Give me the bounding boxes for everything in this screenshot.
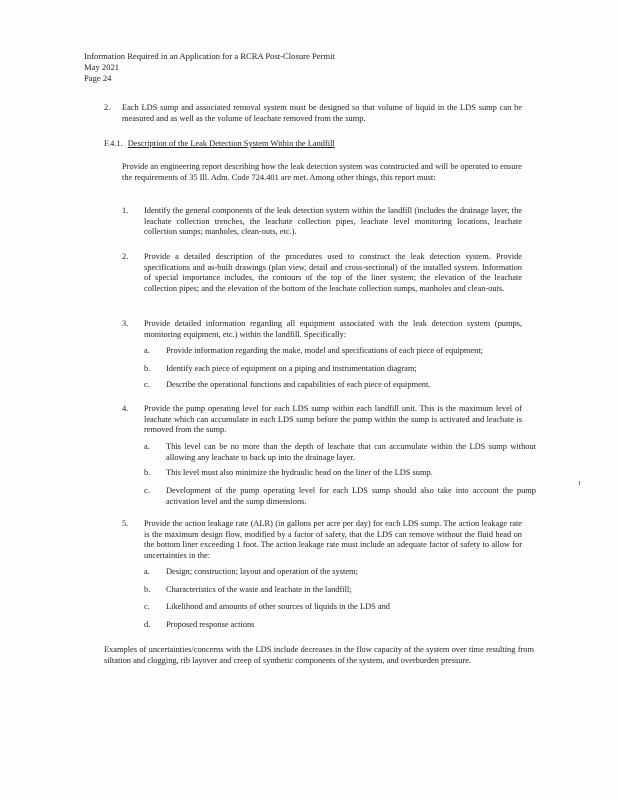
- page-header: [84, 51, 335, 85]
- sub-item-text: Identify each piece of equipment on a piping and instrumentation diagram;: [166, 364, 417, 373]
- item-text: Provide detailed information regarding all equipment associated with the leak detection system (pumps, monitoring equipment, etc.) within the landfill. Specifically:: [144, 319, 522, 339]
- sub-item: [144, 620, 524, 631]
- section-intro: Provide an engineering report describing how the leak detection system was constructed and will be operated to ensure the requirements of 35 Ill. Adm. Code 724.401 are met. Among other things, this report must:: [122, 162, 522, 182]
- header-date: May 2021: [84, 62, 120, 73]
- sub-item-letter: d.: [144, 620, 151, 629]
- sub-item-text: Provide information regarding the make, model and specifications of each piece of equipment;: [166, 346, 483, 355]
- item-number: 2.: [122, 252, 129, 261]
- list-item: [122, 404, 522, 436]
- sub-item-text: Describe the operational functions and capabilities of each piece of equipment.: [166, 380, 431, 389]
- sub-item-letter: b.: [144, 364, 151, 373]
- sub-item-letter: a.: [144, 567, 150, 576]
- sub-item-text: Likelihood and amounts of other sources of liquids in the LDS and: [166, 602, 390, 611]
- sub-item-text: Characteristics of the waste and leachate in the landfill;: [166, 585, 352, 594]
- list-item: [122, 319, 522, 340]
- sub-item: [144, 602, 524, 613]
- sub-item: [144, 364, 524, 375]
- item-text: Provide the action leakage rate (ALR) (in gallons per acre per day) for each LDS sump. The action leakage rate is the maximum design flow, modified by a factor of safety, that the LDS can remove without the fluid head on the bottom liner exceeding 1 foot. The action leakage rate must include an adequate factor of safety to allow for uncertainties in the:: [144, 519, 522, 560]
- item-text: Provide a detailed description of the procedures used to construct the leak detection system. Provide specifications and as-built drawings (plan view, detail and cross-sectional) of the installed system. Information of special importance includes, the contours of the top of the liner system; the elevation of the leachate collection pipes; and the elevation of the bottom of the leachate collection sumps, manholes and clean-outs.: [144, 252, 522, 293]
- sub-item-text: Proposed response actions: [166, 620, 255, 629]
- section-heading: [104, 139, 534, 150]
- item-number: 1.: [122, 206, 129, 215]
- sub-item-letter: b.: [144, 585, 151, 594]
- sub-item-text: This level must also minimize the hydraulic head on the liner of the LDS sump.: [166, 468, 433, 477]
- sub-item: [144, 442, 536, 463]
- header-title: Information Required in an Application for a RCRA Post-Closure Permit: [84, 51, 335, 61]
- scan-mark: [579, 481, 580, 485]
- section-title: Description of the Leak Detection System Within the Landfill: [127, 139, 335, 148]
- sub-item-letter: c.: [144, 380, 150, 389]
- closing-paragraph: Examples of uncertainties/concerns with the LDS include decreases in the flow capacity of the system over time resulting from siltation and clogging, rib layover and creep of synthetic components of the system, and overburden pressure.: [104, 645, 534, 665]
- sub-item-letter: c.: [144, 602, 150, 611]
- list-item: [104, 103, 522, 124]
- item-number: 2.: [104, 103, 111, 112]
- list-item: [122, 206, 522, 238]
- sub-item: [144, 468, 536, 479]
- sub-item: [144, 585, 524, 596]
- list-item: [122, 252, 522, 294]
- sub-item-text: Development of the pump operating level for each LDS sump should also take into account the pump activation level and the sump dimensions.: [166, 486, 536, 506]
- item-text: Identify the general components of the leak detection system within the landfill (includes the drainage layer, the leachate collection trenches, the leachate collection pipes, leachate level monitoring locations, leachate collection sumps; manholes, clean-outs, etc.).: [144, 206, 522, 237]
- sub-item-letter: b.: [144, 468, 151, 477]
- sub-item: [144, 486, 536, 507]
- sub-item: [144, 346, 544, 357]
- sub-item-letter: c.: [144, 486, 150, 495]
- item-number: 5.: [122, 519, 129, 528]
- sub-item-letter: a.: [144, 442, 150, 451]
- sub-item: [144, 380, 524, 391]
- sub-item: [144, 567, 524, 578]
- list-item: [122, 519, 522, 561]
- sub-item-text: This level can be no more than the depth of leachate that can accumulate within the LDS sump without allowing any leachate to back up into the drainage layer.: [166, 442, 536, 462]
- header-page-number: Page 24: [84, 73, 112, 84]
- sub-item-text: Design; construction; layout and operation of the system;: [166, 567, 358, 576]
- item-number: 3.: [122, 319, 129, 328]
- item-text: Each LDS sump and associated removal system must be designed so that volume of liquid in the LDS sump can be measured and as well as the volume of leachate removed from the sump.: [122, 103, 522, 123]
- section-number: F.4.1.: [104, 139, 123, 148]
- item-number: 4.: [122, 404, 129, 413]
- sub-item-letter: a.: [144, 346, 150, 355]
- item-text: Provide the pump operating level for each LDS sump within each landfill unit. This is the maximum level of leachate which can accumulate in each LDS sump before the pump within the sump is activated and leachate is removed from the sump.: [144, 404, 522, 435]
